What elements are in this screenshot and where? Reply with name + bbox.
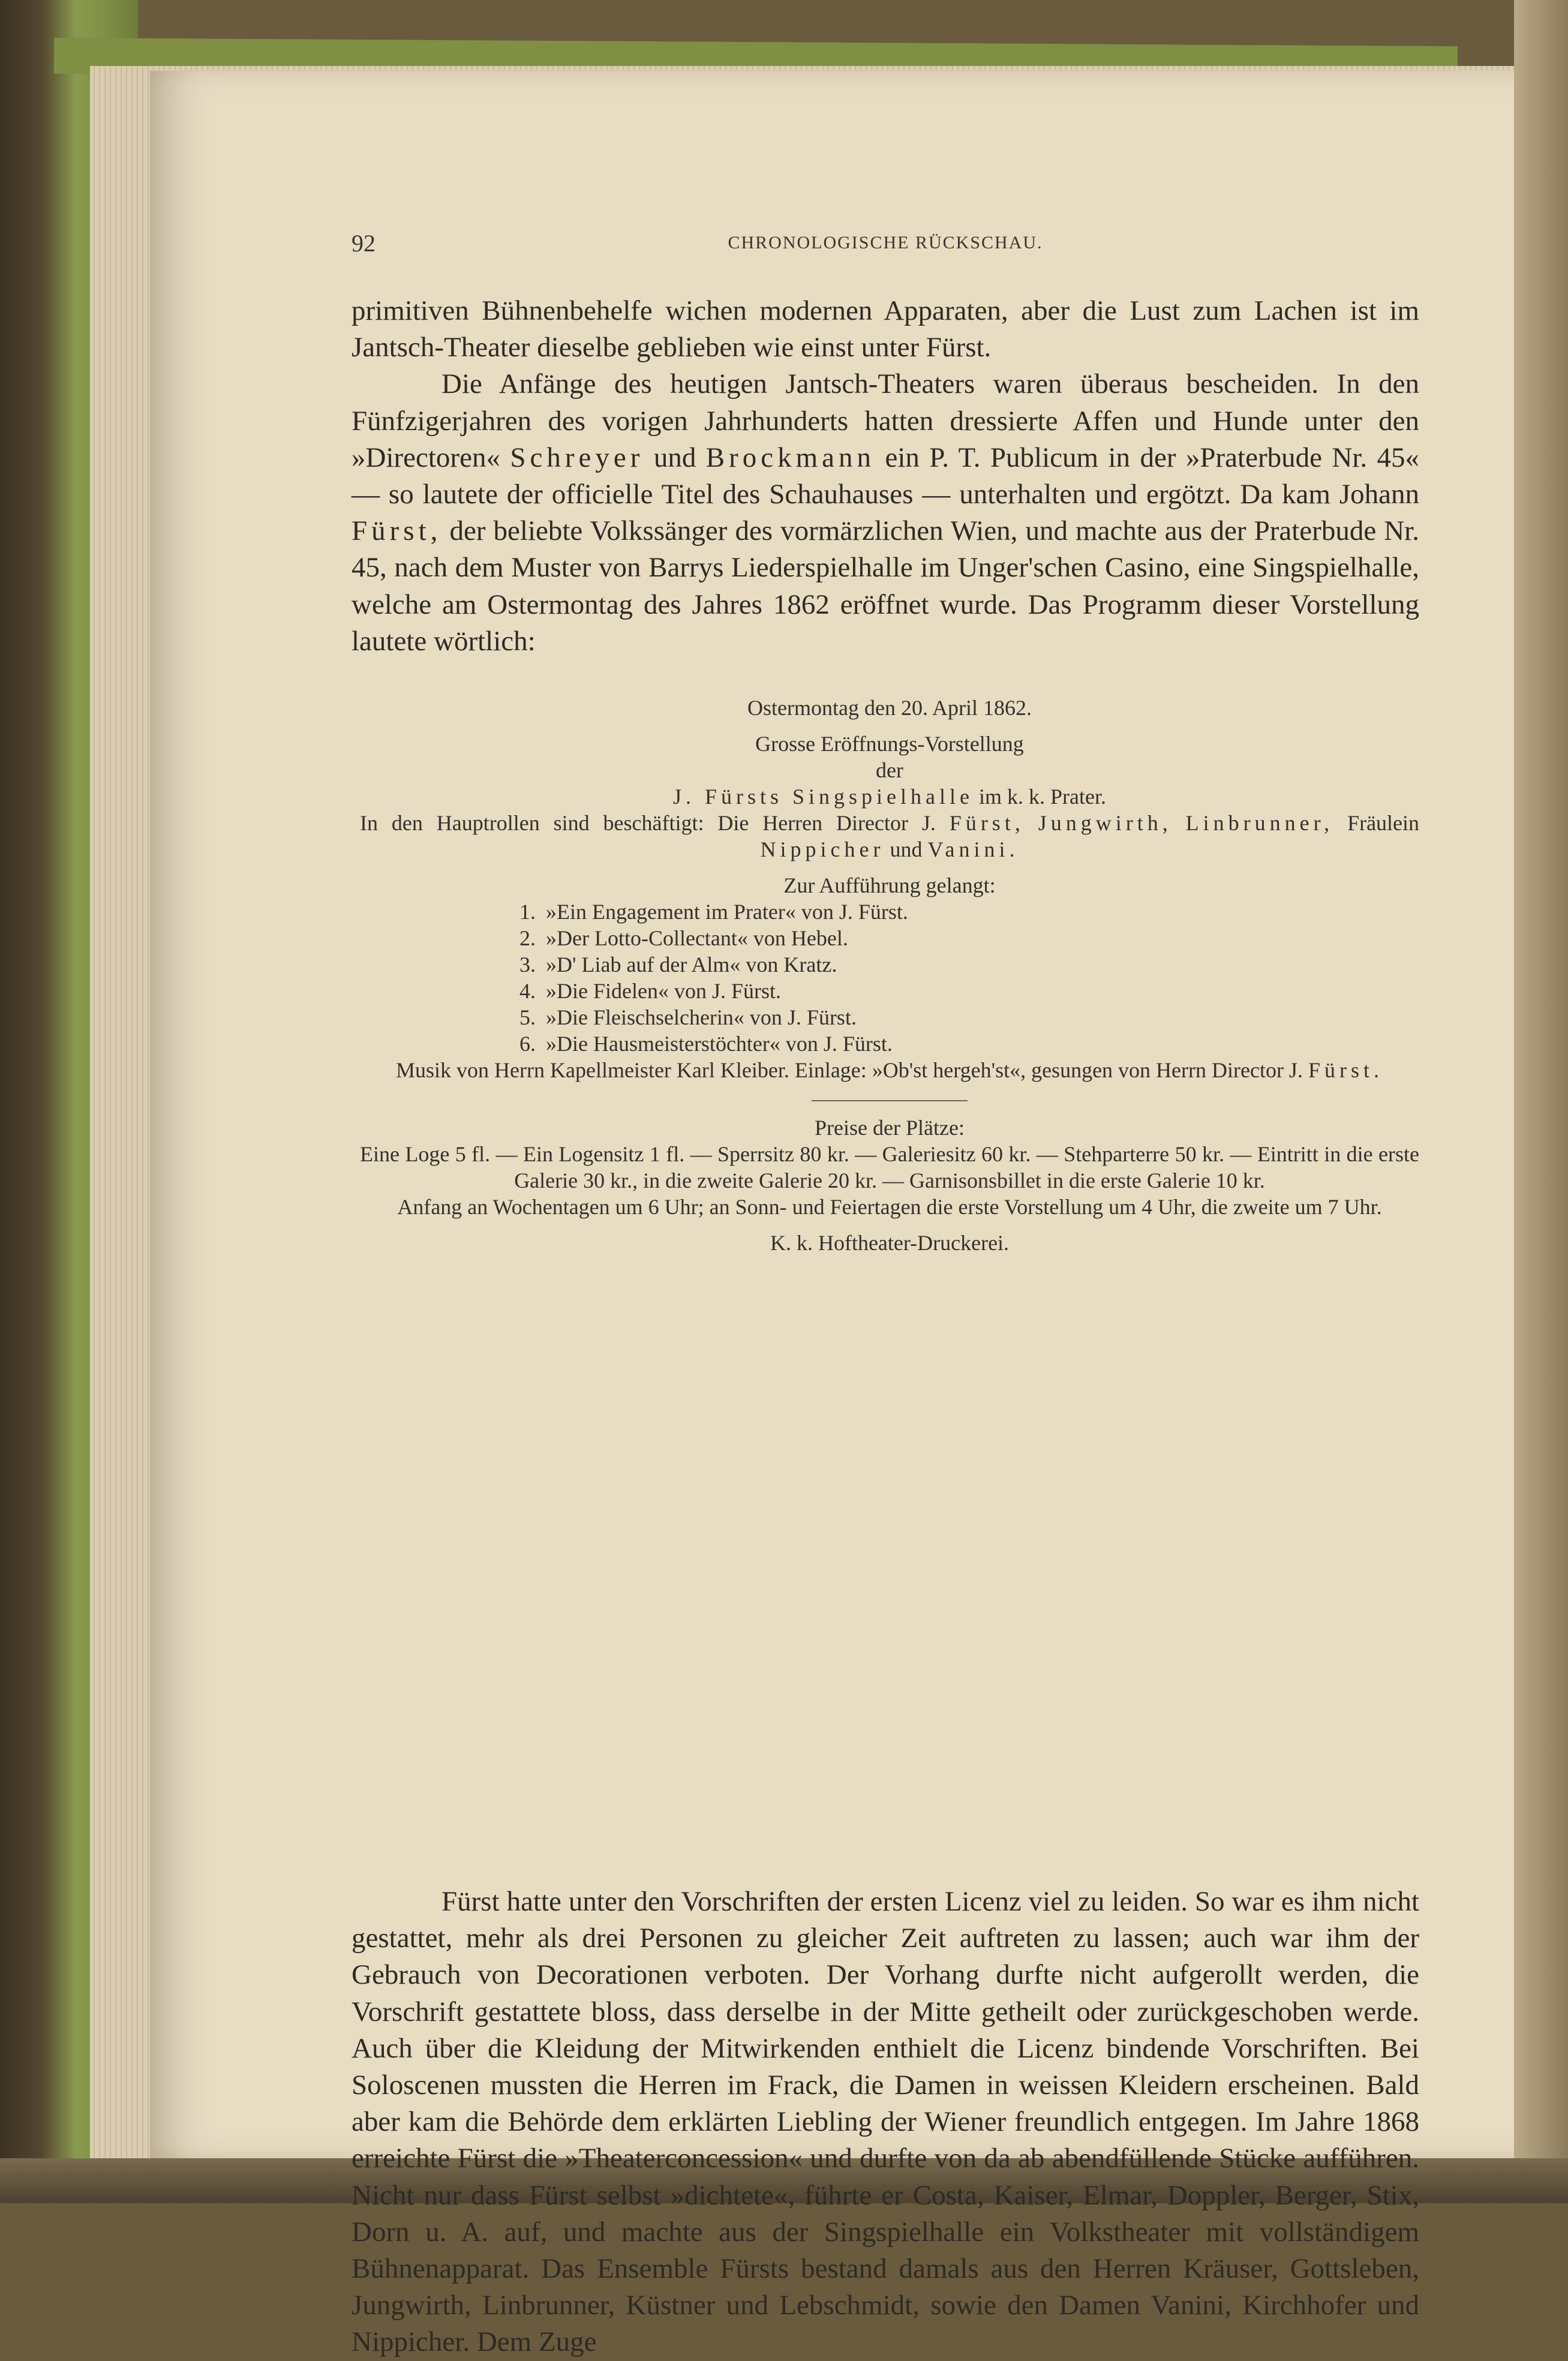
text-line: Lachen ist im Jantsch-Theater dieselbe geblieben wie einst unter Fürst. xyxy=(352,295,1419,364)
prices-title: Preise der Plätze: xyxy=(815,1116,965,1140)
list-item: 6. »Die Hausmeisterstöchter« von J. Fürst. xyxy=(519,1032,893,1056)
playbill-music xyxy=(360,1057,1419,1083)
music-name: Fürst. xyxy=(1308,1058,1383,1082)
running-head: CHRONOLOGISCHE RÜCKSCHAU. xyxy=(728,233,1043,253)
paragraph: Fürst hatte unter den Vorschriften der ersten Licenz viel zu leiden. So war es ihm nicht gestattet, mehr als drei Personen zu gleicher Zeit auftreten zu lassen; auch war ihm der Gebrauch von Decorationen verboten. Der Vorhang durfte nicht aufgerollt werden, die Vorschrift gestattete bloss, dass derselbe in der Mitte getheilt oder zurückgeschoben werde. Auch über die Kleidung der Mitwirkenden enthielt die Licenz bindende Vorschriften. Bei Soloscenen mussten die Herren im Frack, die Damen in weissen Kleidern erscheinen. Bald aber kam die Behörde dem erklärten Liebling der Wiener freundlich entgegen. Im Jahre 1868 erreichte Fürst die »Theaterconcession« und durfte von da ab abendfüllende Stücke aufführen. Nicht nur dass Fürst selbst »dichtete«, führte er Costa, Kaiser, Elmar, Doppler, Berger, Stix, Dorn u. A. auf, und machte aus der Singspielhalle ein Volkstheater mit vollständigem Bühnenapparat. Das Ensemble Fürsts bestand damals aus den Herren Kräuser, Gottsleben, Jungwirth, Linbrunner, Küstner und Lebschmidt, sowie den Damen Vanini, Kirchhofer und Nippicher. Dem Zuge xyxy=(352,1886,1419,2358)
paragraph-continuation xyxy=(352,293,1419,366)
program-title: Zur Aufführung gelangt: xyxy=(783,873,996,897)
text-line: In den Fünfzigerjahren des vorigen Jahrhunderts hatten dressierte Affen xyxy=(352,368,1419,437)
text-line: der beliebte Volkssänger des vormärzlichen Wien, und machte aus der xyxy=(449,515,1246,547)
printer-line: K. k. Hoftheater-Druckerei. xyxy=(770,1231,1010,1255)
program-list xyxy=(519,899,1419,1057)
playbill-quote xyxy=(360,695,1419,1256)
prices-text: Eine Loge 5 fl. — Ein Logensitz 1 fl. — Sperrsitz 80 kr. — Galeriesitz 60 kr. — Stehparterre 50 kr. — Eintritt in die erste Galerie 30 kr., in die zweite Galerie 20 kr. — Garnisonsbillet in die erste Galerie 10 kr. xyxy=(360,1142,1419,1192)
text-line: primitiven Bühnenbehelfe wichen modernen Apparaten, aber die Lust zum xyxy=(352,295,1242,326)
divider-rule xyxy=(812,1100,968,1101)
cast-and: und xyxy=(890,837,923,861)
cast-name: Jungwirth, xyxy=(1038,811,1172,835)
spaced-name: Brockmann xyxy=(705,441,876,473)
text-line: Unger'schen Casino, eine Singspielhalle, welche am Ostermontag des xyxy=(352,552,1419,620)
cast-name: Nippicher xyxy=(760,837,885,861)
text-line: Jahres 1862 eröffnet wurde. Das Programm dieser Vorstellung lautete wörtlich: xyxy=(352,588,1420,657)
body-text-top xyxy=(352,293,1419,660)
start-times: Anfang an Wochentagen um 6 Uhr; an Sonn- und Feiertagen die erste Vorstellung um 4 Uhr, die zweite um 7 Uhr. xyxy=(397,1195,1382,1219)
text-line: Titel des Schauhauses — unterhalten und ergötzt. Da kam Johann xyxy=(661,479,1419,510)
playbill-date: Ostermontag den 20. April 1862. xyxy=(747,696,1032,720)
hall-place: im k. k. Prater. xyxy=(979,785,1106,809)
cast-name: Vanini. xyxy=(927,837,1019,861)
music-text: Musik von Herrn Kapellmeister Karl Kleiber. Einlage: »Ob'st hergeh'st«, gesungen von Herrn Director J. xyxy=(396,1058,1303,1082)
page-number: 92 xyxy=(352,230,376,257)
list-item: 3. »D' Liab auf der Alm« von Kratz. xyxy=(519,953,837,977)
playbill-cast xyxy=(360,810,1419,863)
cast-name: Linbrunner, xyxy=(1185,811,1334,835)
playbill-event: Grosse Eröffnungs-Vorstellung xyxy=(755,732,1024,756)
text-line: P. T. Publicum in der »Praterbude Nr. 45« — so lautete der officielle xyxy=(352,441,1420,510)
cast-name: Fürst, xyxy=(949,811,1025,835)
list-item: 2. »Der Lotto-Collectant« von Hebel. xyxy=(519,926,848,950)
list-item: 1. »Ein Engagement im Prater« von J. Fürst. xyxy=(519,900,908,924)
spaced-name: Schreyer xyxy=(510,441,644,473)
page-header xyxy=(352,229,1419,259)
hall-name: J. Fürsts Singspielhalle xyxy=(672,785,974,809)
text-line: Praterbude Nr. 45, nach dem Muster von Barrys Liederspielhalle im xyxy=(352,515,1419,584)
playbill-hall xyxy=(360,783,1419,810)
right-margin-shadow xyxy=(1514,0,1568,2203)
text-line: und xyxy=(653,441,696,473)
spaced-name: Fürst, xyxy=(352,515,442,547)
cast-mid: Fräulein xyxy=(1347,811,1420,835)
text-line: Die Anfänge des heutigen Jantsch-Theaters waren überaus bescheiden. xyxy=(441,368,1319,400)
list-item: 5. »Die Fleischselcherin« von J. Fürst. xyxy=(519,1005,857,1029)
text-line: und Hunde unter den »Directoren« xyxy=(352,405,1420,473)
list-item: 4. »Die Fidelen« von J. Fürst. xyxy=(519,979,781,1003)
paragraph xyxy=(352,366,1419,660)
playbill-of: der xyxy=(876,758,903,782)
body-text-bottom xyxy=(352,1884,1419,2361)
text-line: ein xyxy=(885,441,920,473)
cast-intro: In den Hauptrollen sind beschäftigt: Die Herren Director J. xyxy=(360,811,936,835)
